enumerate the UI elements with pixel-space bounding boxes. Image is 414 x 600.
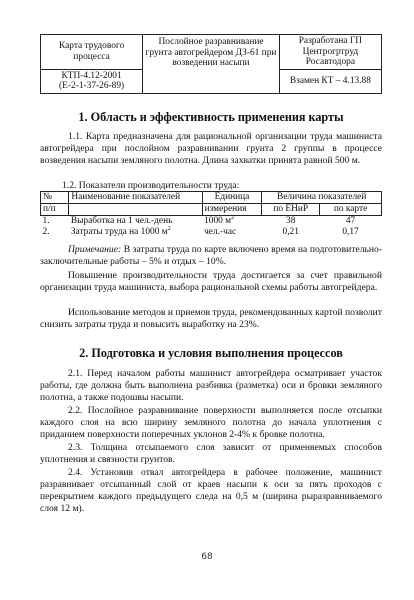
table-row	[41, 216, 382, 228]
col-unit-subheader: измерения	[202, 204, 262, 216]
paragraph-1-1: 1.1. Карта предназначена для рациональной организации труда машиниста автогрейдера при послойном разравнивании грунта 2 группы в процессе возведения насыпи земляного полотна. Длина захватки принята равной 500 м.	[40, 131, 382, 166]
indicators-table	[40, 191, 382, 238]
col-unit-header: Единица	[202, 192, 262, 204]
table-subheader-row	[41, 204, 382, 216]
developer-cell: Разработана ГП Центрогртруд Росавтодора	[279, 35, 381, 70]
row-unit: чел.-час	[204, 227, 237, 237]
note-text: В затраты труда по карте включено время на подготовительно-заключительные работы – 5% и отдых – 10%.	[40, 244, 382, 267]
page-number: 68	[201, 552, 213, 562]
paragraph-methods: Использование методов и приемов труда, рекомендованных картой позволит снизить затраты труда и повысить выработку на 23%.	[40, 307, 382, 330]
card-code-cell: КТП-4.12-2001 (Е-2-1-37-26-89)	[41, 69, 143, 93]
row-card-value: 0,17	[342, 227, 359, 237]
col-card-header: по карте	[320, 204, 382, 216]
process-name-cell: Послойное разравнивание грунта автогрейдером ДЗ-61 при возведении насыпи	[143, 35, 280, 94]
row-enir-value: 38	[286, 216, 296, 226]
paragraph-2-1: 2.1. Перед началом работы машинист автогрейдера осматривает участок работы, где должна быть выполнена разбивка (разметка) оси и бровки земляного полотна, а также подошвы насыпи.	[40, 368, 382, 403]
paragraph-productivity: Повышение производительности труда достигается за счет правильной организации труда машиниста, выбора рациональной схемы работы автогрейдера.	[40, 270, 382, 293]
table-header-row	[41, 192, 382, 204]
note-label: Примечание:	[68, 244, 122, 255]
paragraph-2-3: 2.3. Толщина отсыпаемого слоя зависит от применяемых способов уплотнения и связности грунтов.	[40, 442, 382, 465]
col-num-header: №	[41, 192, 69, 204]
replaces-cell: Взамен КТ – 4.13.88	[279, 69, 381, 93]
row-card-value: 47	[345, 216, 356, 226]
paragraph-2-2: 2.2. Послойное разравнивание поверхности выполняется после отсыпки каждого слоя на всю ширину земляного полотна до начала уплотнения с приданием поверхности поперечных уклонов 2-4% к бровке полотна.	[40, 405, 382, 440]
row-name: Выработка на 1 чел.-день	[70, 216, 173, 226]
row-number: 2.	[42, 227, 50, 237]
row-number: 1.	[42, 216, 50, 226]
section-2-heading: 2. Подготовка и условия выполнения процессов	[79, 346, 343, 360]
row-name: Затраты труда на 1000 $м^2$	[70, 225, 171, 237]
note-paragraph	[40, 244, 382, 268]
card-title-cell: Карта трудового процесса	[41, 35, 143, 70]
table-row	[41, 227, 382, 238]
row-enir-value: 0,21	[282, 227, 299, 237]
row-unit: 1000 $м^2$	[204, 214, 235, 226]
col-name-subheader	[69, 204, 202, 216]
col-name-header: Наименование показателей	[69, 192, 202, 204]
section-1-heading: 1. Область и эффективность применения карты	[78, 110, 344, 124]
card-header-table	[40, 34, 382, 94]
col-num-subheader: п/п	[41, 204, 69, 216]
col-values-header: Величина показателей	[262, 192, 382, 204]
table-caption: 1.2. Показатели производительности труда:	[62, 180, 240, 191]
col-enir-header: по ЕНиР	[262, 204, 320, 216]
paragraph-2-4: 2.4. Установив отвал автогрейдера в рабочее положение, машинист разравнивает отсыпанный слой от краев насыпи к оси за пять проходов с перекрытием каждого предыдущего следа на 0,5 м (ширина рыразравниваемого слоя 12 м).	[40, 467, 382, 514]
